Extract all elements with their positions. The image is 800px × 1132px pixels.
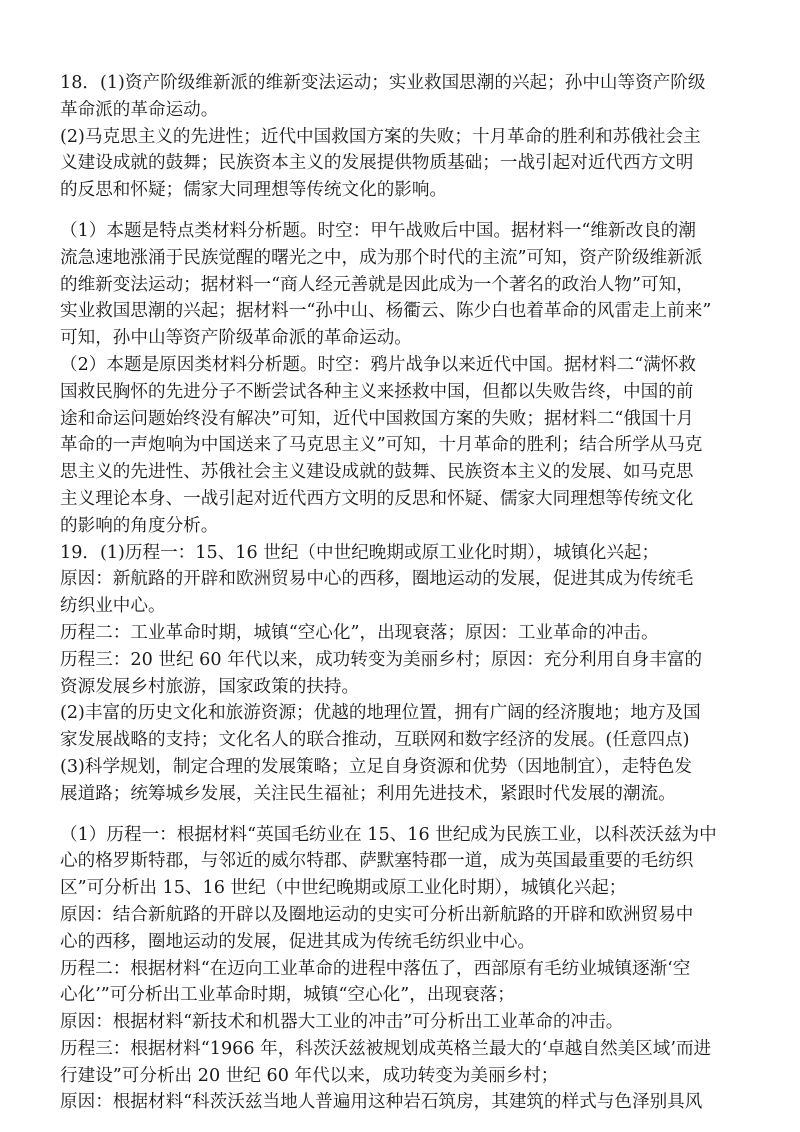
text-line: 展道路；统筹城乡发展，关注民生福祉；利用先进技术，紧跟时代发展的潮流。	[60, 783, 676, 804]
text-line: 原因：新航路的开辟和欧洲贸易中心的西移，圈地运动的发展，促进其成为传统毛	[60, 569, 694, 590]
text-line: 19．(1)历程一：15、16 世纪（中世纪晚期或原工业化时期），城镇化兴起；	[60, 542, 660, 563]
text-line: 原因：根据材料“新技术和机器大工业的冲击”可分析出工业革命的冲击。	[60, 1012, 624, 1033]
answer-18	[60, 70, 750, 204]
text-line: 的反思和怀疑；儒家大同理想等传统文化的影响。	[60, 180, 448, 201]
section-gap	[60, 204, 750, 218]
section-gap	[60, 808, 750, 822]
text-line: 家发展战略的支持；文化名人的联合推动，互联网和数字经济的发展。(任意四点)	[60, 730, 690, 751]
text-line: （2）本题是原因类材料分析题。时空：鸦片战争以来近代中国。据材料二“满怀救	[60, 354, 696, 375]
text-line: 心的格罗斯特郡，与邻近的威尔特郡、萨默塞特郡一道，成为英国最重要的毛纺织	[60, 851, 694, 872]
analysis-19	[60, 822, 750, 1117]
text-line: （1）本题是特点类材料分析题。时空：甲午战败后中国。据材料一“维新改良的潮	[60, 220, 696, 241]
text-line: (2)丰富的历史文化和旅游资源；优越的地理位置，拥有广阔的经济腹地；地方及国	[60, 703, 701, 724]
answer-19	[60, 540, 750, 808]
text-line: 流急速地涨涌于民族觉醒的曙光之中，成为那个时代的主流”可知，资产阶级维新派	[60, 247, 703, 268]
text-line: 纺织业中心。	[60, 596, 166, 617]
text-line: 途和命运问题始终没有解决”可知，近代中国救国方案的失败；据材料二“俄国十月	[60, 408, 694, 429]
text-line: 革命派的革命运动。	[60, 99, 219, 120]
text-line: 可知，孙中山等资产阶级革命派的革命运动。	[60, 328, 412, 349]
text-line: 18．(1)资产阶级维新派的维新变法运动；实业救国思潮的兴起；孙中山等资产阶级	[60, 73, 706, 93]
text-line: 区”可分析出 15、16 世纪（中世纪晚期或原工业化时期），城镇化兴起；	[60, 878, 627, 899]
text-line: 思主义的先进性、苏俄社会主义建设成就的鼓舞、民族资本主义的发展、如马克思	[60, 462, 694, 483]
text-line: 行建设”可分析出 20 世纪 60 年代以来，成功转变为美丽乡村；	[60, 1065, 559, 1086]
text-line: 国救民胸怀的先进分子不断尝试各种主义来拯救中国，但都以失败告终，中国的前	[60, 381, 694, 402]
text-line: 原因：结合新航路的开辟以及圈地运动的史实可分析出新航路的开辟和欧洲贸易中	[60, 904, 694, 925]
text-line: 义建设成就的鼓舞；民族资本主义的发展提供物质基础；一战引起对近代西方文明	[60, 153, 694, 174]
text-line: 实业救国思潮的兴起；据材料一“孙中山、杨衢云、陈少白也着革命的风雷走上前来”	[60, 301, 712, 322]
text-line: 原因：根据材料“科茨沃兹当地人普遍用这种岩石筑房，其建筑的样式与色泽别具风	[60, 1092, 703, 1113]
text-line: 的影响的角度分析。	[60, 515, 219, 536]
text-line: 历程二：根据材料“在迈向工业革命的进程中落伍了，西部原有毛纺业城镇逐渐‘空	[60, 958, 691, 979]
text-line: 的维新变法运动；据材料一“商人经元善就是因此成为一个著名的政治人物”可知，	[60, 274, 694, 295]
text-line: 心化’”可分析出工业革命时期，城镇“空心化”，出现衰落；	[60, 985, 515, 1006]
text-line: 心的西移，圈地运动的发展，促进其成为传统毛纺织业中心。	[60, 931, 536, 952]
document-page	[60, 70, 750, 1116]
text-line: （1）历程一：根据材料“英国毛纺业在 15、16 世纪成为民族工业，以科茨沃兹为中	[60, 824, 717, 845]
text-line: (2)马克思主义的先进性；近代中国救国方案的失败；十月革命的胜利和苏俄社会主	[60, 126, 701, 147]
text-line: 资源发展乡村旅游，国家政策的扶持。	[60, 676, 360, 697]
analysis-18	[60, 218, 750, 540]
text-line: 主义理论本身、一战引起对近代西方文明的反思和怀疑、儒家大同理想等传统文化	[60, 488, 694, 509]
text-line: 历程二：工业革命时期，城镇“空心化”，出现衰落；原因：工业革命的冲击。	[60, 622, 659, 643]
text-line: 革命的一声炮响为中国送来了马克思主义”可知，十月革命的胜利；结合所学从马克	[60, 435, 703, 456]
text-line: 历程三：20 世纪 60 年代以来，成功转变为美丽乡村；原因：充分利用自身丰富的	[60, 649, 703, 670]
text-line: 历程三：根据材料“1966 年，科茨沃兹被规划成英格兰最大的‘卓越自然美区域’而进	[60, 1038, 712, 1059]
text-line: (3)科学规划，制定合理的发展策略；立足自身资源和优势（因地制宜），走特色发	[60, 756, 692, 777]
